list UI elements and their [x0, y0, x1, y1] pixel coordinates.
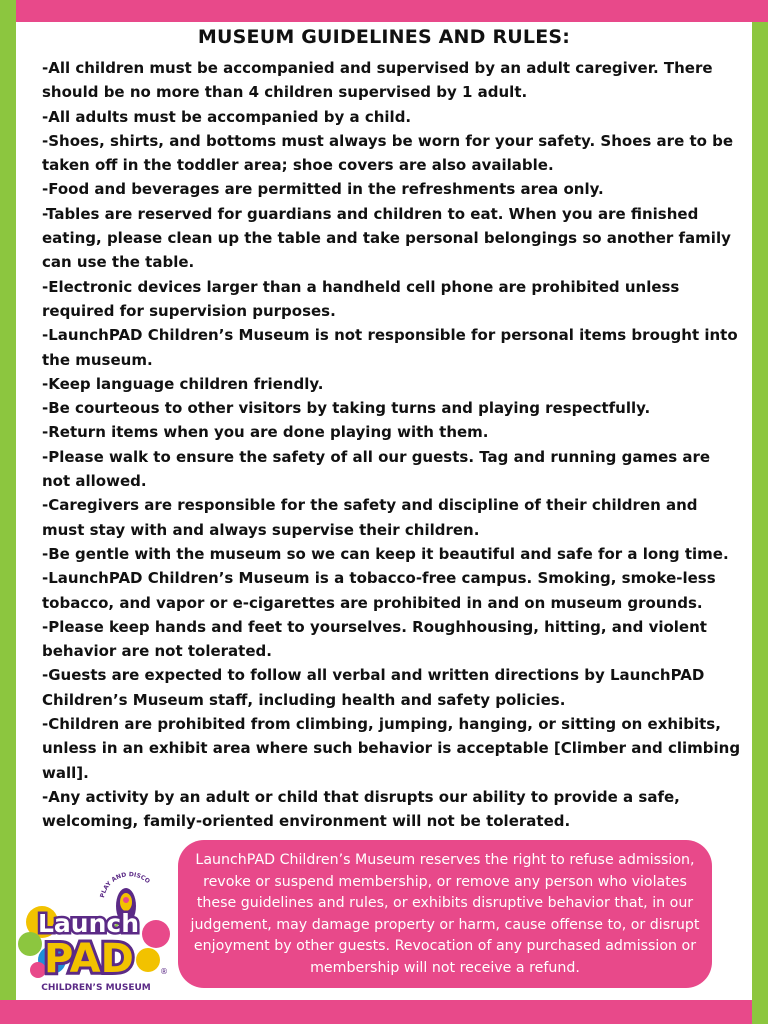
rule-item: -Be gentle with the museum so we can keep it beautiful and safe for a long time. [42, 544, 729, 563]
admission-notice: LaunchPAD Children’s Museum reserves the right to refuse admission, revoke or suspend membership, or remove any person who violates these guidelines and rules, or exhibits disruptive behavior that, in our judgement, may damage property or harm, cause offense to, or disrupt enjoyment by other guests. Revocation of any purchased admission or membership will not receive a refund. [178, 840, 712, 988]
right-border [752, 0, 768, 1024]
rule-item: -Food and beverages are permitted in the refreshments area only. [42, 180, 604, 199]
logo-word-pad: PAD [44, 936, 134, 982]
launchpad-logo [16, 860, 176, 1000]
left-border [0, 0, 16, 1024]
top-left-corner [0, 0, 16, 22]
rule-item: -LaunchPAD Children’s Museum is not responsible for personal items brought into the museum. [42, 326, 738, 369]
page-title: MUSEUM GUIDELINES AND RULES: [197, 26, 571, 48]
launchpad-logo-graphic [16, 860, 176, 1000]
rule-item: -Caregivers are responsible for the safety and discipline of their children and must stay with and always supervise their children. [42, 496, 698, 539]
rule-item: -Tables are reserved for guardians and children to eat. When you are finished eating, please clean up the table and take personal belongings so another family can use the table. [42, 204, 731, 272]
rules-list [42, 56, 742, 834]
rule-item: -Please walk to ensure the safety of all our guests. Tag and running games are not allowed. [42, 447, 711, 491]
logo-registered-mark: ® [160, 967, 168, 976]
logo-word-launch: Launch [38, 909, 140, 938]
logo-arc-text: PLAY AND DISCO [99, 871, 151, 899]
bottom-border [0, 1000, 768, 1024]
top-border [0, 0, 768, 22]
rule-item: -Please keep hands and feet to yourselves. Roughhousing, hitting, and violent behavior are not tolerated. [42, 617, 707, 661]
rule-item: -Return items when you are done playing with them. [42, 423, 489, 442]
rule-item: -Children are prohibited from climbing, jumping, hanging, or sitting on exhibits, unless in an exhibit area where such behavior is acceptable [Climber and climbing wall]. [42, 715, 741, 782]
rule-item: -Guests are expected to follow all verbal and written directions by LaunchPAD Children’s Museum staff, including health and safety policies. [42, 666, 705, 709]
rule-item: -LaunchPAD Children’s Museum is a tobacco-free campus. Smoking, smoke-less tobacco, and vapor or e-cigarettes are prohibited in and on museum grounds. [42, 569, 716, 612]
rule-item: -Shoes, shirts, and bottoms must always be worn for your safety. Shoes are to be taken off in the toddler area; shoe covers are also available. [42, 131, 734, 175]
rule-item: -Be courteous to other visitors by taking turns and playing respectfully. [42, 399, 651, 418]
rule-item: -Keep language children friendly. [42, 374, 324, 393]
bottom-right-corner [752, 1000, 768, 1024]
document-page [16, 22, 752, 1000]
rule-item: -All children must be accompanied and supervised by an adult caregiver. There should be no more than 4 children supervised by 1 adult. [42, 59, 713, 102]
rule-item: -Any activity by an adult or child that disrupts our ability to provide a safe, welcoming, family-oriented environment will not be tolerated. [42, 787, 680, 831]
rule-item: -All adults must be accompanied by a child. [42, 107, 412, 126]
logo-subtitle: CHILDREN’S MUSEUM [41, 983, 151, 993]
top-right-corner [752, 0, 768, 22]
rule-item: -Electronic devices larger than a handheld cell phone are prohibited unless required for supervision purposes. [42, 277, 680, 320]
